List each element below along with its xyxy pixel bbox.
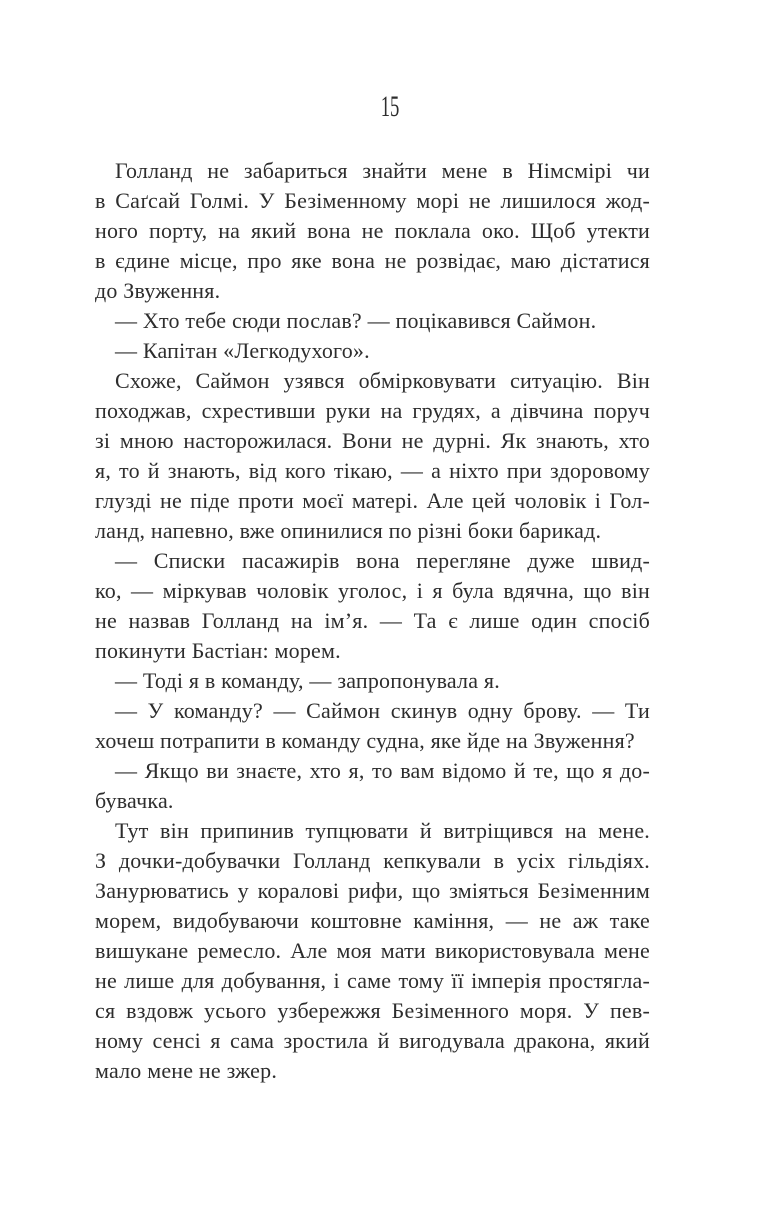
text-line: — Якщо ви знаєте, хто я, то вам відомо й те, що я до- [115, 758, 650, 783]
text-line: ся вздовж усього узбережжя Безіменного моря. У пев- [95, 998, 650, 1023]
text-line: Занурюватись у коралові рифи, що зміяться Безіменним [95, 878, 650, 903]
text-line: З дочки-добувачки Голланд кепкували в усіх гільдіях. [95, 848, 650, 873]
text-line: — Списки пасажирів вона перегляне дуже швид- [115, 548, 650, 573]
text-line: — Тоді я в команду, — запропонувала я. [115, 668, 500, 693]
paragraph [95, 306, 650, 336]
text-line: я, то й знають, від кого тікаю, — а ніхто при здоровому [95, 458, 650, 483]
text-line: — У команду? — Саймон скинув одну брову. — Ти [115, 698, 650, 723]
page-text-block [95, 156, 650, 1086]
paragraph [95, 336, 650, 366]
text-line: зі мною насторожилася. Вони не дурні. Як знають, хто [95, 428, 650, 453]
text-line: ко, — міркував чоловік уголос, і я була вдячна, що він [95, 578, 650, 603]
text-line: в єдине місце, про яке вона не розвідає, маю дістатися [95, 248, 650, 273]
text-line: не лише для добування, і саме тому її імперія простягла- [95, 968, 650, 993]
text-line: ланд, напевно, вже опинилися по різні боки барикад. [95, 518, 602, 543]
text-line: покинути Бастіан: морем. [95, 638, 341, 663]
page-number: 15 [380, 90, 400, 123]
text-line: вишукане ремесло. Але моя мати використовувала мене [95, 938, 650, 963]
paragraph [95, 666, 650, 696]
text-line: морем, видобуваючи коштовне каміння, — не аж таке [95, 908, 650, 933]
paragraph [95, 696, 650, 756]
paragraph [95, 156, 650, 306]
text-line: бувачка. [95, 788, 174, 813]
text-line: до Звуження. [95, 278, 221, 303]
text-line: мало мене не зжер. [95, 1058, 278, 1083]
text-line: Тут він припинив тупцювати й витріщився на мене. [115, 818, 650, 843]
text-line: глузді не піде проти моєї матері. Але цей чоловік і Гол- [95, 488, 650, 513]
text-line: — Капітан «Легкодухого». [115, 338, 370, 363]
text-line: Схоже, Саймон узявся обмірковувати ситуацію. Він [115, 368, 650, 393]
text-line: не назвав Голланд на ім’я. — Та є лише один спосіб [95, 608, 650, 633]
text-line: — Хто тебе сюди послав? — поцікавився Саймон. [115, 308, 597, 333]
paragraph [95, 546, 650, 666]
text-line: ного порту, на який вона не поклала око. Щоб утекти [95, 218, 650, 243]
text-line: в Саґсай Голмі. У Безіменному морі не лишилося жод- [95, 188, 650, 213]
text-line: походжав, схрестивши руки на грудях, а дівчина поруч [95, 398, 650, 423]
text-line: ному сенсі я сама зростила й вигодувала дракона, який [95, 1028, 650, 1053]
paragraph [95, 366, 650, 546]
paragraph [95, 816, 650, 1086]
text-line: хочеш потрапити в команду судна, яке йде на Звуження? [95, 728, 635, 753]
text-line: Голланд не забариться знайти мене в Німсмірі чи [115, 158, 650, 183]
paragraph [95, 756, 650, 816]
